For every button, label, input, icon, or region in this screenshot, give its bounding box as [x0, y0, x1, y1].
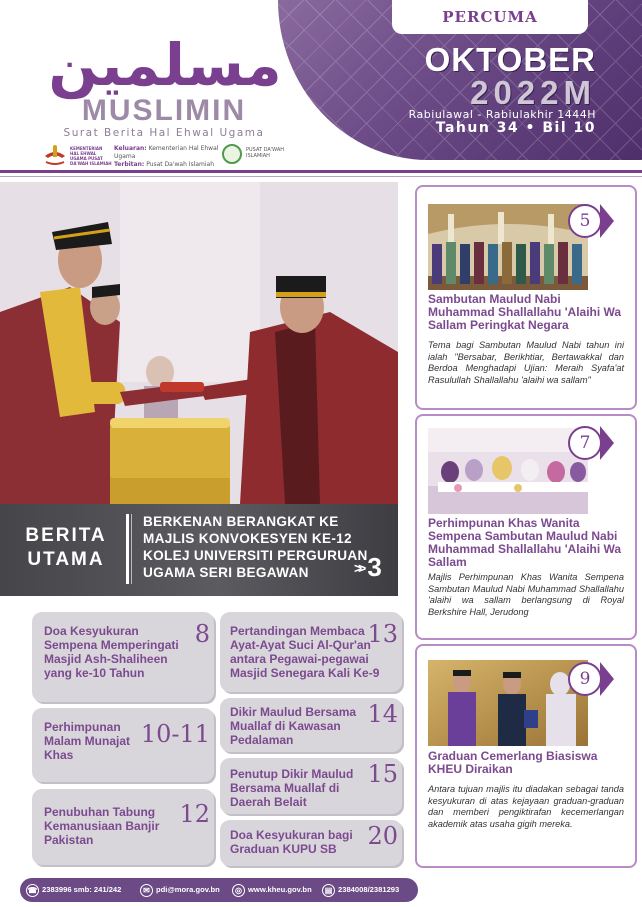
badge-arrow-icon	[600, 204, 614, 238]
index-item-title: Perhimpunan Malam Munajat Khas	[44, 720, 131, 762]
index-item-page: 15	[367, 760, 398, 788]
badge-arrow-icon	[600, 662, 614, 696]
footer-email-text: pdi@mora.gov.bn	[156, 885, 220, 894]
feature-page-badge[interactable]: 9	[568, 662, 602, 696]
index-item-page: 10-11	[140, 720, 210, 748]
convocation-illustration	[0, 182, 398, 504]
state-crest-icon	[42, 144, 68, 166]
index-item-title: Penutup Dikir Maulud Bersama Muallaf di Daerah Belait	[230, 767, 354, 809]
dawah-emblem-icon	[222, 144, 242, 164]
publisher-center-line	[114, 161, 234, 169]
double-chevron-icon: >>	[354, 560, 363, 576]
womens-assembly-illustration	[428, 428, 588, 514]
publisher-info	[114, 145, 234, 169]
phone-icon: ☎	[27, 885, 38, 895]
footer-phone-text: 2383996 smb: 241/242	[42, 885, 122, 894]
index-item-title: Penubuhan Tabung Kemanusiaan Banjir Pakistan	[44, 805, 160, 847]
badge-arrow-icon	[600, 426, 614, 460]
publisher-ministry-label: Keluaran:	[114, 145, 147, 152]
feature-summary: Antara tujuan majlis itu diadakan sebagai tanda kesyukuran di atas kejayaan graduan-graduan dan memberi pengiktirafan kecemerlangan akademik atas usaha gigih mereka.	[428, 784, 624, 829]
lead-page-link[interactable]	[354, 552, 394, 583]
crest-caption: KEMENTERIAN HAL EHWAL UGAMA PUSAT DA'WAH ISLAMIAH	[70, 146, 112, 166]
publisher-ministry-line	[114, 145, 234, 161]
index-item-title: Doa Kesyukuran bagi Graduan KUPU SB	[230, 828, 353, 856]
lead-headline[interactable]: BERKENAN BERANGKAT KE MAJLIS KONVOKESYEN KE-12 KOLEJ UNIVERSITI PERGURUAN UGAMA SERI BEGAWAN	[143, 514, 368, 580]
footer-email[interactable]	[140, 883, 220, 897]
index-item-page: 20	[367, 822, 398, 850]
index-item-page: 12	[179, 800, 210, 828]
index-item-title: Pertandingan Membaca Ayat-Ayat Suci Al-Qur'an antara Pegawai-pegawai Masjid Senegara Kali Ke-9	[230, 624, 380, 680]
footer-website[interactable]	[232, 883, 312, 897]
footer-website-text: www.kheu.gov.bn	[248, 885, 312, 894]
feature-title: Graduan Cemerlang Biasiswa KHEU Diraikan	[428, 749, 598, 776]
fax-icon: ▤	[322, 884, 335, 897]
logo-arabic-calligraphy: مسلمين	[48, 31, 282, 99]
issue-volume: Tahun 34 • Bil 10	[435, 120, 596, 136]
feature-page-badge[interactable]: 5	[568, 204, 602, 238]
lead-page-number: 3	[367, 552, 382, 582]
masthead	[0, 0, 642, 178]
header-rule	[0, 170, 642, 173]
feature-title: Perhimpunan Khas Wanita Sempena Sambutan Maulud Nabi Muhammad Shallallahu 'Alaihi Wa Sallam	[428, 516, 622, 569]
banner-divider-thin	[131, 514, 132, 584]
publisher-ministry: Kementerian Hal Ehwal Ugama	[114, 145, 219, 160]
feature-summary: Majlis Perhimpunan Khas Wanita Sempena Sambutan Maulud Nabi Muhammad Shallallahu 'alaihi wa sallam berlangsung di Royal Berkshire Hall, Jerudong	[428, 572, 624, 617]
footer-fax-text: 2384008/2381293	[338, 885, 400, 894]
email-icon: ✉	[140, 884, 153, 897]
mosque-crowd-illustration	[428, 204, 588, 290]
header-rule-thin	[0, 176, 642, 177]
banner-divider	[126, 514, 129, 584]
feature-summary: Tema bagi Sambutan Maulud Nabi tahun ini ialah "Bersabar, Berikhtiar, Bertawakkal dan Berdoa Menghadapi Ujian: Meraih Syafa'at Rasulullah Shallallahu 'alaihi wa sallam"	[428, 340, 624, 385]
publisher-center-label: Terbitan:	[114, 161, 145, 168]
footer-phone[interactable]	[26, 883, 121, 897]
logo-tagline: Surat Berita Hal Ehwal Ugama	[63, 127, 265, 139]
index-item-title: Doa Kesyukuran Sempena Memperingati Masjid Ash-Shaliheen yang ke-10 Tahun	[44, 624, 179, 680]
lead-label: BERITA UTAMA	[25, 525, 107, 570]
issue-month: OKTOBER	[424, 41, 596, 78]
publisher-center: Pusat Da'wah Islamiah	[146, 161, 215, 168]
index-item-page: 14	[367, 700, 398, 728]
issue-year: 2022M	[470, 74, 596, 111]
index-item-title: Dikir Maulud Bersama Muallaf di Kawasan Pedalaman	[230, 705, 357, 747]
footer-fax[interactable]	[322, 883, 399, 897]
feature-photo	[428, 428, 588, 514]
feature-page-badge[interactable]: 7	[568, 426, 602, 460]
issue-hijri-date: Rabiulawal - Rabiulakhir 1444H	[408, 108, 596, 121]
scholarship-ceremony-illustration	[428, 660, 588, 746]
feature-photo	[428, 660, 588, 746]
lead-photo	[0, 182, 398, 504]
free-label: PERCUMA	[392, 0, 588, 34]
feature-photo	[428, 204, 588, 290]
logo-title: MUSLIMIN	[81, 94, 247, 127]
index-item-page: 8	[194, 620, 210, 648]
feature-title: Sambutan Maulud Nabi Muhammad Shallallahu 'Alaihi Wa Sallam Peringkat Negara	[428, 292, 622, 332]
globe-icon: ◎	[232, 884, 245, 897]
index-item-page: 13	[367, 620, 398, 648]
emblem-caption: PUSAT DA'WAH ISLAMIAH	[246, 147, 285, 159]
